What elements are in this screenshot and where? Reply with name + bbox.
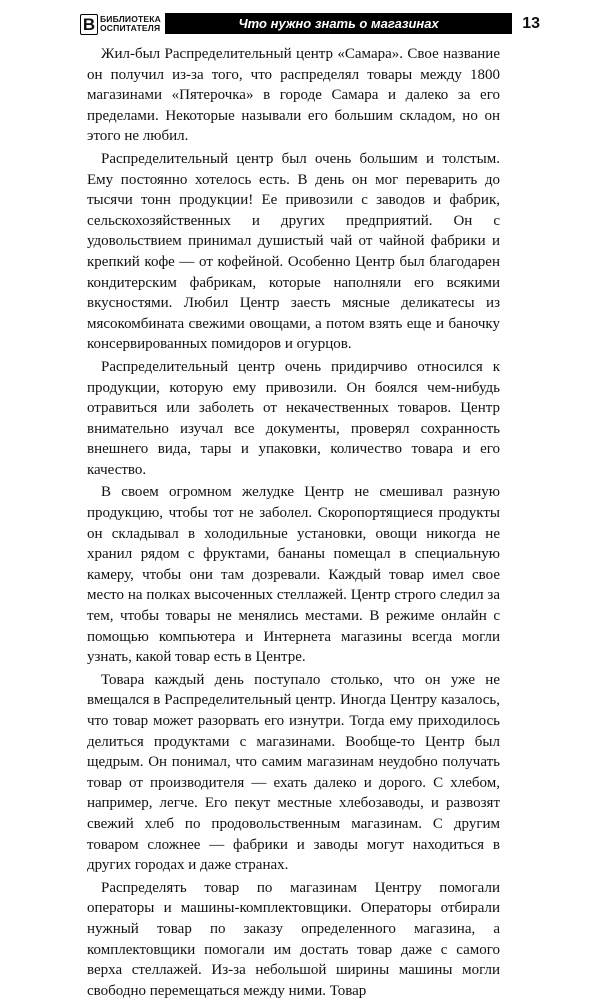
paragraph-1: Жил-был Распределительный центр «Самара». Свое название он получил из-за того, что распределял товары между 1800 магазинами «Пятерочка» в городе Самара и далеко за его пределами. Некоторые называли его большим складом, но он этого не любил.: [87, 46, 500, 145]
page-header: [80, 13, 540, 34]
series-logo: [80, 13, 161, 34]
running-title: Что нужно знать о магазинах: [165, 13, 512, 34]
logo-line-1: БИБЛИОТЕКА: [100, 13, 161, 24]
logo-text: [100, 15, 161, 33]
page-number: 13: [522, 15, 540, 32]
paragraph-3: Распределительный центр очень придирчиво относился к продукции, которую ему привозили. Он боялся чем-нибудь отравиться или заболеть от некачественных товаров. Центр внимательно изучал все документы, проверял сохранность внешнего вида, тары и упаковки, количество товара и его качество.: [87, 358, 500, 478]
paragraph-5: Товара каждый день поступало столько, что он уже не вмещался в Распределительный центр. Иногда Центру казалось, что товар может разорвать его изнутри. Тогда ему приходилось делиться продуктами с магазинами. Вообще-то Центр был щедрым. Он понимал, что самим магазинам неудобно получать товар от производителя — ехать далеко и дорого. С хлебом, например, легче. Его пекут местные хлебозаводы, и развозят свежий хлеб по продовольственным магазинам. С другим товаром сложнее — фабрики и заводы могут находиться в других городах и даже странах.: [87, 671, 500, 874]
paragraph-4: В своем огромном желудке Центр не смешивал разную продукцию, чтобы тот не заболел. Скоропортящиеся продукты он складывал в холодильные установки, овощи никогда не хранил рядом с фруктами, бананы помещал в специальную камеру, чтобы они там дозревали. Каждый товар имел свое место на полках высоченных стеллажей. Центр строго следил за тем, чтобы товары не менялись местами. В режиме онлайн с помощью компьютера и Интернета магазины всегда могли узнать, какой товар есть в Центре.: [87, 484, 500, 666]
logo-letter: В: [80, 14, 98, 35]
paragraph-6: Распределять товар по магазинам Центру помогали операторы и машины-комплектовщики. Операторы отбирали нужный товар по заказу определенного магазина, а комплектовщики помогали им достать товар даже с самого верха стеллажей. Из-за небольшой ширины машины могли свободно перемещаться между ними. Товар: [87, 879, 500, 999]
paragraph-2: Распределительный центр был очень большим и толстым. Ему постоянно хотелось есть. В день он мог переварить до тысячи тонн продукции! Ее привозили с заводов и фабрик, сельскохозяйственных и других предприятий. Он с удовольствием принимал душистый чай от чайной фабрики и крепкий кофе — от кофейной. Особенно Центр был благодарен кондитерским фабрикам, которые наполняли его всякими вкусностями. Любил Центр заесть мясные деликатесы из мясокомбината свежими овощами, а потом взять еще и баночку консервированных помидоров и огурцов.: [87, 150, 500, 353]
body-text: [87, 44, 500, 1003]
logo-line-2: ОСПИТАТЕЛЯ: [100, 22, 161, 33]
